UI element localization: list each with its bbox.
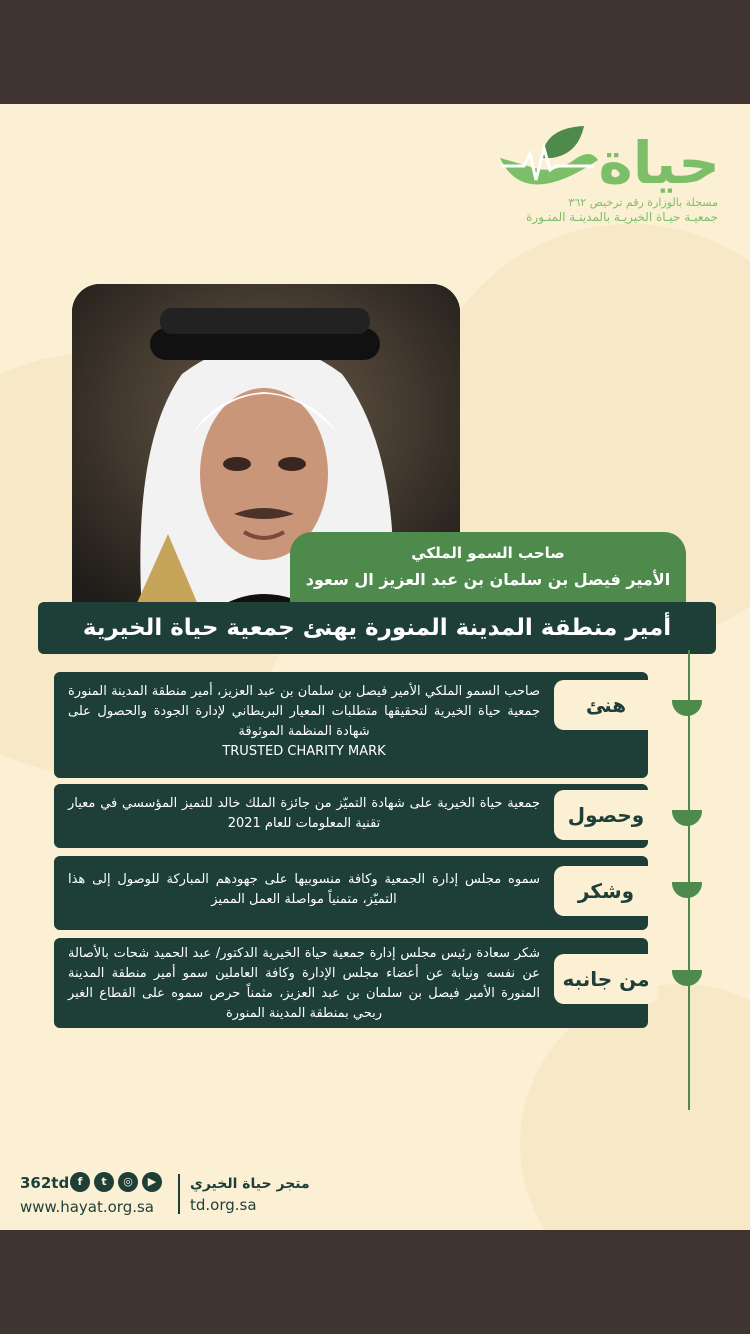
section-label: وشكر	[554, 866, 658, 916]
store-link[interactable]: td.org.sa	[190, 1196, 257, 1214]
section-text: جمعية حياة الخيرية على شهادة التميّز من جائزة الملك خالد للتميز المؤسسي في معيار تقنية المعلومات للعام 2021	[68, 796, 540, 831]
footer-store	[178, 1174, 330, 1214]
section-card-congratulate	[54, 672, 648, 778]
footer-code: 362td	[20, 1174, 70, 1192]
headline-banner: أمير منطقة المدينة المنورة يهنئ جمعية حياة الخيرية	[38, 602, 716, 654]
section-text: سموه مجلس إدارة الجمعية وكافة منسوبيها على جهودهم المباركة للوصول إلى هذا التميّز، متمنياً مواصلة العمل المميز	[68, 872, 540, 907]
section-body: صاحب السمو الملكي الأمير فيصل بن سلمان بن عبد العزيز، أمير منطقة المدينة المنورة جمعية حياة الخيرية لتحقيقها متطلبات المعيار البريطاني لإدارة الجودة والحصول على شهادة المنظمة الموثوقة	[68, 684, 540, 739]
leaf-heartbeat-icon	[494, 124, 604, 204]
section-text	[68, 682, 540, 762]
section-label: وحصول	[554, 790, 658, 840]
logo-wordmark: حياة	[598, 129, 720, 197]
section-card-achievement	[54, 784, 648, 848]
top-frame	[0, 0, 750, 104]
poster	[0, 104, 750, 1230]
bottom-frame	[0, 1230, 750, 1334]
leaf-icon	[672, 882, 702, 898]
section-label: من جانبه	[554, 954, 658, 1004]
org-name: جمعيـة حيـاة الخيريـة بالمدينـة المنـورة	[526, 210, 718, 224]
name-caption	[290, 532, 686, 612]
section-card-thanks	[54, 856, 648, 930]
footer-contact	[20, 1172, 180, 1216]
section-card-response	[54, 938, 648, 1028]
section-label: هنئ	[554, 680, 658, 730]
twitter-icon[interactable]: t	[94, 1172, 114, 1192]
youtube-icon[interactable]: ▶	[142, 1172, 162, 1192]
store-label: متجر حياة الخيري	[190, 1176, 310, 1192]
title-text: صاحب السمو الملكي	[411, 544, 565, 562]
leaf-icon	[672, 700, 702, 716]
trusted-mark-text: TRUSTED CHARITY MARK	[222, 744, 386, 759]
website-link[interactable]: www.hayat.org.sa	[20, 1198, 154, 1216]
leaf-icon	[672, 810, 702, 826]
section-text: شكر سعادة رئيس مجلس إدارة جمعية حياة الخيرية الدكتور/ عبد الحميد شحات بالأصالة عن نفسه ونيابة عن أعضاء مجلس الإدارة وكافة العاملين سمو أمير منطقة المدينة المنورة الأمير فيصل بن سلمان بن عبد العزيز، مثمناً حرص سموه على القطاع الغير ربحي بمنطقة المدينة المنورة	[68, 946, 540, 1021]
hayat-logo	[494, 124, 724, 224]
instagram-icon[interactable]: ◎	[118, 1172, 138, 1192]
name-text: الأمير فيصل بن سلمان بن عبد العزيز ال سعود	[305, 570, 671, 589]
facebook-icon[interactable]: f	[70, 1172, 90, 1192]
timeline-line	[688, 650, 690, 1110]
license-text: مسجلة بالوزارة رقم ترخيص ٣٦٢	[568, 196, 718, 209]
